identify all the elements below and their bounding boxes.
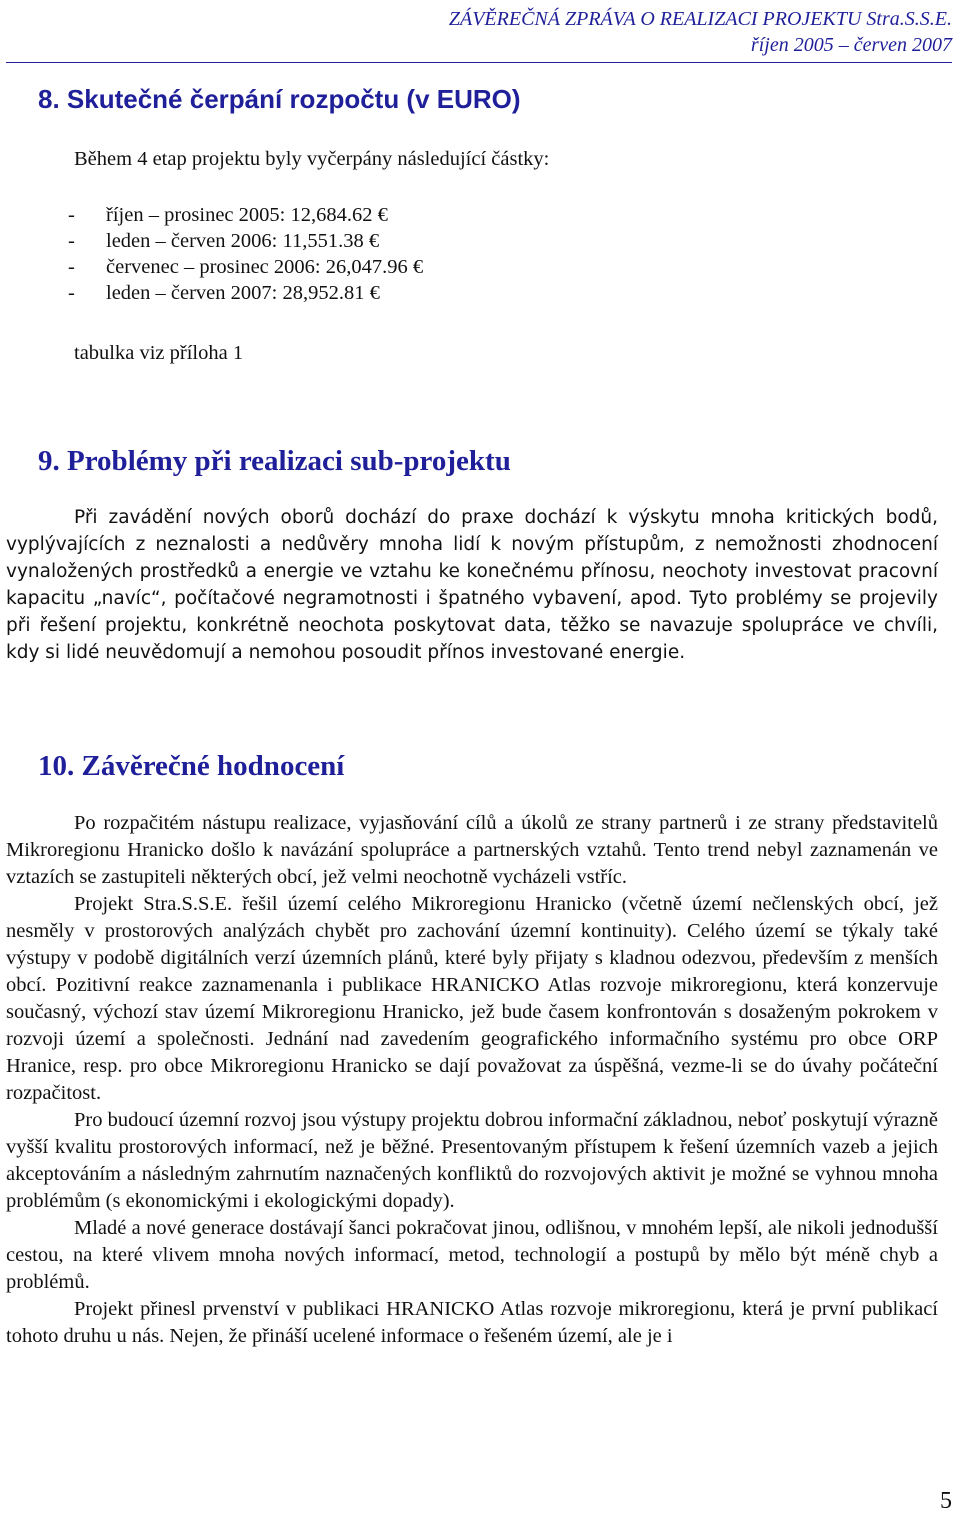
budget-list — [68, 202, 423, 306]
budget-item: - leden – červen 2006: 11,551.38 € — [68, 228, 423, 254]
header-divider — [6, 62, 952, 63]
section-10-heading: 10. Závěrečné hodnocení — [38, 750, 345, 782]
header-title: ZÁVĚREČNÁ ZPRÁVA O REALIZACI PROJEKTU Stra.S.S.E. — [448, 8, 952, 30]
running-header — [449, 6, 952, 58]
section-10-body — [6, 810, 938, 1350]
section-9-text: Při zavádění nových oborů dochází do praxe dochází k výskytu mnoha kritických bodů, vyplývajících z neznalosti a nedůvěry mnoha lidí k novým přístupům, z nemožnosti zhodnocení vynaložených prostředků a energie ve vztahu ke konečnému přínosu, neochoty investovat pracovní kapacitu „navíc“, počítačové negramotnosti i špatného vybavení, apod. Tyto problémy se projevily při řešení projektu, konkrétně neochota poskytovat data, těžko se navazuje spolupráce ve chvíli, kdy si lidé neuvědomují a nemohou posoudit přínos investované energie. — [6, 507, 938, 663]
section-8-heading: 8. Skutečné čerpání rozpočtu (v EURO) — [38, 84, 521, 114]
section-9-heading: 9. Problémy při realizaci sub-projektu — [38, 445, 511, 477]
section-10-paragraph: Po rozpačitém nástupu realizace, vyjasňování cílů a úkolů ze strany partnerů i ze strany představitelů Mikroregionu Hranicko došlo k navázání spolupráce a partnerských vztahů. Tento trend nebyl zaznamenán ve vztazích se zastupiteli některých obcí, jež velmi neochotně vycházeli vstříc. — [6, 812, 938, 888]
section-10-paragraph: Projekt Stra.S.S.E. řešil území celého Mikroregionu Hranicko (včetně území nečlenských obcí, jež nesměly v prostorových analýzách chybět pro zachování územní kontinuity). Celého území se týkaly také výstupy v podobě digitálních verzí územních plánů, které byly přijaty s kladnou odezvou, především z menších obcí. Pozitivní reakce zaznamenanla i publikace HRANICKO Atlas rozvoje mikroregionu, která konzervuje současný, výchozí stav území Mikroregionu Hranicko, jež bude časem konfrontován s dosaženým pokrokem v rozvoji území a společnosti. Jednání nad zavedením geografického informačního systému pro obce ORP Hranice, resp. pro obce Mikroregionu Hranicko se dají považovat za úspěšná, vezme-li se do úvahy počáteční rozpačitost. — [6, 893, 938, 1104]
section-8-intro: Během 4 etap projektu byly vyčerpány následující částky: — [74, 148, 550, 170]
section-10-paragraph: Pro budoucí územní rozvoj jsou výstupy projektu dobrou informační základnou, neboť poskytují výrazně vyšší kvalitu prostorových informací, než je běžné. Presentovaným přístupem k řešení územních vazeb a jejich akceptováním a následným zahrnutím naznačených konfliktů do rozvojových aktivit je možné se vyhnou mnoha problémům (s ekonomickými i ekologickými dopady). — [6, 1109, 938, 1212]
section-10-paragraph: Projekt přinesl prvenství v publikaci HRANICKO Atlas rozvoje mikroregionu, která je první publikací tohoto druhu u nás. Nejen, že přináší ucelené informace o řešeném území, ale je i — [6, 1298, 938, 1347]
table-reference-note: tabulka viz příloha 1 — [74, 342, 244, 364]
header-period: říjen 2005 – červen 2007 — [750, 34, 952, 56]
budget-item: - leden – červen 2007: 28,952.81 € — [68, 280, 423, 306]
page-number: 5 — [940, 1488, 952, 1514]
budget-item: - červenec – prosinec 2006: 26,047.96 € — [68, 254, 423, 280]
section-9-paragraph — [6, 504, 938, 666]
section-10-paragraph: Mladé a nové generace dostávají šanci pokračovat jinou, odlišnou, v mnohém lepší, ale nikoli jednodušší cestou, na které vlivem mnoha nových informací, metod, technologií a postupů by mělo být méně chyb a problémů. — [6, 1217, 938, 1293]
budget-item: - říjen – prosinec 2005: 12,684.62 € — [68, 202, 423, 228]
